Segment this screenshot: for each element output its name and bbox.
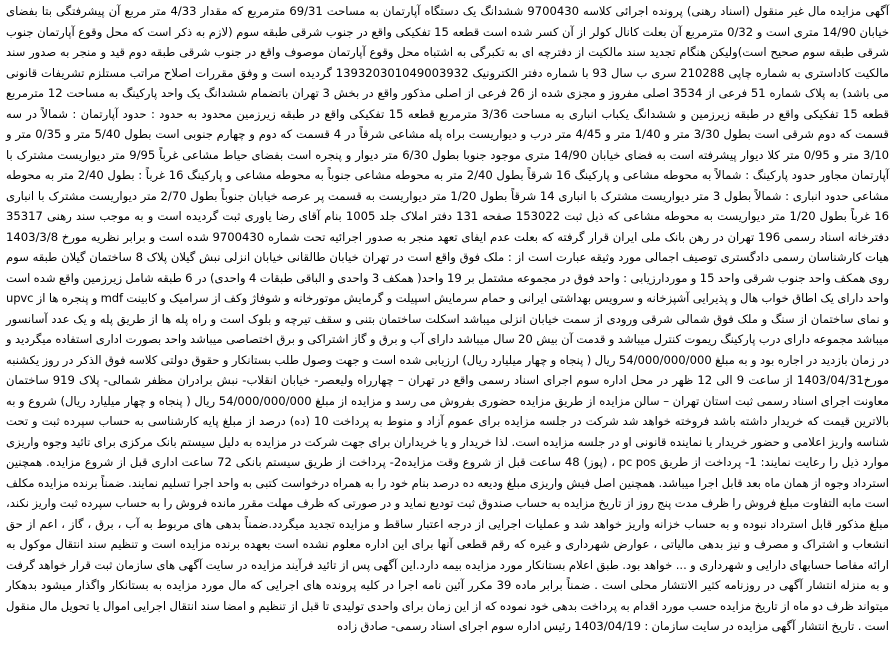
auction-notice-body: آگهی مزایده مال غیر منقول (اسناد رهنی) پرونده اجرائی کلاسه 9700430 ششدانگ یک دستگاه آپارتمان به مساحت 69/31 مترمربع که مقدار 4/33 متر مربع آن پیشرفتگی بتا بفضای خیابان 14/90 متری است و 0/32 مترمربع آن بعلت کانال کولر از آن کسر شده است قطعه 15 تفکیکی واقع در جنوب شرقی طبقه سوم (لازم به ذکر است که محل وقوع آپارتمان جنوب شرقی طبقه سوم صحیح است)ولیکن هنگام تجدید سند مالکیت از دفترچه ای به تکبرگی به اشتباه محل وقوع آپارتمان موصوف واقع در جنوب شرقی طبقه دوم قید و منجر به صدور سند مالکیت کاداستری به شماره چاپی 210288 سری ب سال 93 با شماره دفتر الکترونیک 139320301049003932 گردیده است و وفق مقررات اصلاح مراتب مستلزم تشریفات قانونی می باشد) به پلاک شماره 51 فرعی از 3534 اصلی مفروز و مجزی شده از 26 فرعی از اصلی مذکور واقع در بخش 3 تهران باتضمام ششدانگ یک واحد پارکینگ به مساحت 12 مترمربع قطعه 15 تفکیکی واقع در طبقه زیرزمین و ششدانگ یکباب انباری به مساحت 3/36 مترمربع قطعه 15 تفکیکی واقع در طبقه زیرزمین محدود به حدود : حدود آپارتمان : شمالاً در سه قسمت که دوم شرقی است بطول 3/30 متر و 1/40 متر و 4/45 متر درب و دیواریست براه پله مشاعی شرقاً در 4 قسمت که دوم و چهارم جنوبی است بطول 5/40 متر و 0/35 متر و 3/10 متر و 0/95 متر کلا دیوار پیشرفته است به فضای خیابان 14/90 متری موجود جنوبا بطول 6/30 متر دیوار و پنجره است بفضای حیاط مشاعی غرباً 9/95 متر دیواریست مشترک با آپارتمان مجاور حدود پارکینگ : شمالاً به محوطه مشاعی و پارکینگ 16 شرقاً بطول 2/40 متر به محوطه مشاعی جنوباً به محوطه مشاعی و پارکینگ 16 غرباً : بطول 2/40 متر به محوطه مشاعی حدود انباری : شمالاً بطول 3 متر دیواریست مشترک با انباری 14 شرقاً بطول 1/20 متر دیواریست به قسمت پر عرصه خیابان جنوباً بطول 2/70 متر دیواریست مشترک با انباری 16 غرباً بطول 1/20 متر دیواریست به محوطه مشاعی که ذیل ثبت 153022 صفحه 131 دفتر املاک جلد 1005 بنام آقای رضا یاوری ثبت گردیده است و به موجب سند رهنی 35317 دفترخانه اسناد رسمی 196 تهران در رهن بانک ملی ایران قرار گرفته که بعلت عدم ایفای تعهد منجر به صدور اجرائیه تحت شماره 9700430 شده است و برابر نظریه مورخ 1403/3/8 هیات کارشناسان رسمی دادگستری توصیف اجمالی مورد وثیقه عبارت است از : ملک فوق واقع است در تهران خیابان طالقانی خیابان انزلی نبش گیلان پلاک 8 ساختمان گیلان طبقه سوم روی همکف واحد جنوب شرقی واحد 15 و موردارزیابی : واحد فوق در مجموعه مشتمل بر 19 واحد( همکف 3 واحدی و الباقی طبقات 4 واحدی) در 6 طبقه شامل زیرزمین واقع شده است واحد دارای یک اطاق خواب هال و پذیرایی آشپزخانه و سرویس بهداشتی ایرانی و حمام سرمایش اسپیلت و گرمایش موتورخانه و شوفاژ وکف از سرامیک و کابینت mdf و پنجره ها از upvc و نمای ساختمان از سنگ و ملک فوق شمالی شرقی ورودی از سمت خیابان انزلی میباشد اسکلت ساختمان بتنی و سقف تیرچه و بلوک است و راه پله ها از طریق پله و یک عدد آسانسور میباشد مجموعه دارای درب پارکینگ ریموت کنترل میباشد و قدمت آن بیش 20 سال میباشد دارای آب و برق و گاز اشتراکی و برق اختصاصی میباشد واحد بصورت اداری استفاده میگردید و در زمان بازدید در اجاره بود و به مبلغ 54/000/000/000 ریال ( پنجاه و چهار میلیارد ریال) ارزیابی شده است و جهت وصول طلب بستانکار و حقوق دولتی کلاسه فوق الذکر در روز یکشنبه مورخ1403/04/31 از ساعت 9 الی 12 ظهر در محل اداره سوم اجرای اسناد رسمی واقع در تهران – چهارراه ولیعصر- خیابان انقلاب- نبش برادران مظفر شمالی- پلاک 919 ساختمان معاونت اجرای اسناد رسمی ثبت استان تهران – سالن مزایده از طریق مزایده حضوری بفروش می رسد و مزایده از مبلغ 54/000/000/000 ریال ( پنجاه و چهار میلیارد ریال) شروع و به بالاترین قیمت که خریدار داشته باشد فروخته خواهد شد شرکت در جلسه مزایده برای عموم آزاد و منوط به پرداخت 10 (ده) درصد از مبلغ پایه کارشناسی به حساب سپرده ثبت و تحت شناسه واریز اعلامی و حضور خریدار یا نماینده قانونی او در جلسه مزایده است. لذا خریدار و یا خریداران برای جهت شرکت در مزایده به دلیل سیستم بانک مرکزی برای تائید وجوه واریزی موارد ذیل را رعایت نمایند: 1- پرداخت از طریق pc pos ، (پوز) 48 ساعت قبل از شروع وقت مزایده2- پرداخت از طریق سیستم بانکی 72 ساعت اداری قبل از شروع مزایده. همچنین استرداد وجوه از همان ماه بعد قابل اجرا میباشد. همچنین اصل فیش واریزی مبلغ ودیعه ده درصد بنام خود را به همراه درخواست کتبی به واحد اجرا تسلیم نمایند. ضمناً برنده مزایده مکلف است مابه التفاوت مبلغ فروش را ظرف مدت پنج روز از تاریخ مزایده به حساب صندوق ثبت تودیع نماید و در صورتی که ظرف مهلت مقرر مانده فروش را به حساب سپرده ثبت واریز نکند، مبلغ مذکور قابل استرداد نبوده و به حساب خزانه واریز خواهد شد و عملیات اجرایی از درجه اعتبار ساقط و مزایده تجدید میگردد.ضمناً بدهی های مربوط به آب ، برق ، گاز ، اعم از حق انشعاب و اشتراک و مصرف و نیز بدهی مالیاتی ، عوارض شهرداری و غیره که رقم قطعی آنها برای این اداره معلوم نشده است بعهده برنده مزایده است و تنظیم سند انتقال موکول به ارائه مفاصا حسابهای دارایی و شهرداری و ... خواهد بود. طبق اعلام بستانکار مورد مزایده بیمه دارد.این آگهی پس از تائید فرآیند مزایده در سایت آگهی های سازمان ثبت قرار خواهد گرفت و به منزله انتشار آگهی در روزنامه کثیر الانتشار محلی است . ضمناً برابر ماده 39 مکرر آئین نامه اجرا در کلیه پرونده های اجرایی که مال مورد مزایده به بستانکار واگذار میشود بدهکار میتواند ظرف دو ماه از تاریخ مزایده حسب مورد اقدام به پرداخت بدهی خود نموده که از این زمان برای واحدی تولیدی تا قبل از تنظیم و امضا سند انتقال اجرایی اموال یا تحویل مال منقول است . تاریخ انتشار آگهی مزایده در سایت سازمان : 1403/04/19 رئیس اداره سوم اجرای اسناد رسمی- صادق زاده [6,4,890,633]
